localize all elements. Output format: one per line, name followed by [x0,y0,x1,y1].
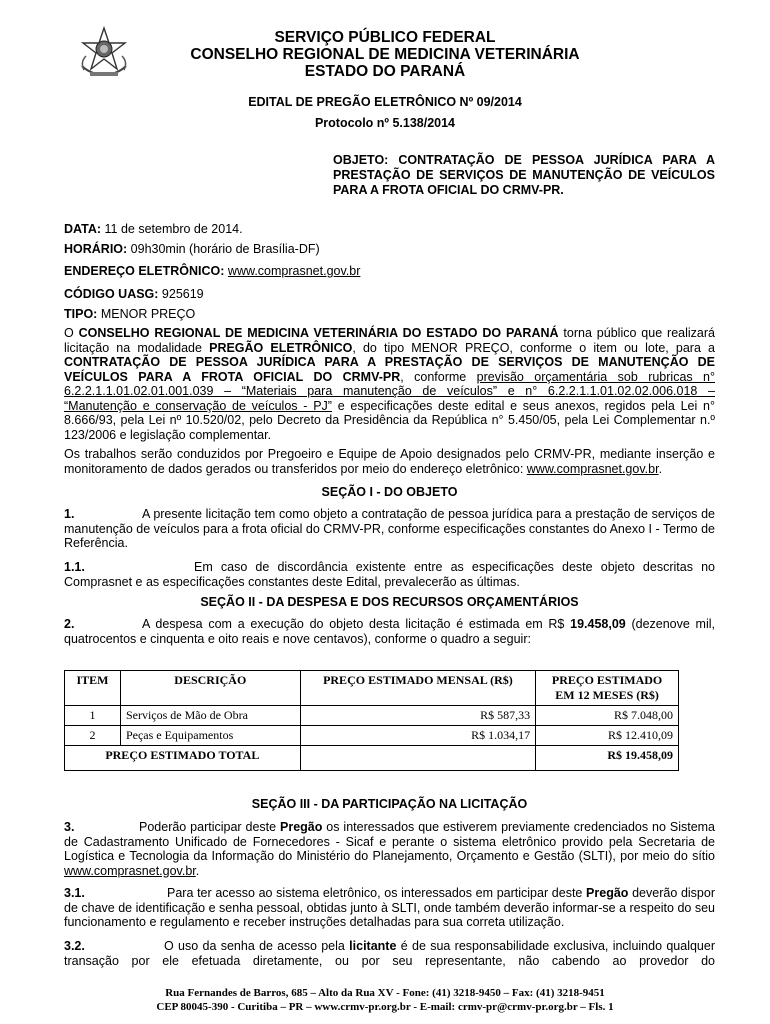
clause-1: 1. A presente licitação tem como objeto a contratação de pessoa jurídica para a prestação de serviços de manutenção de veículos para a frota oficial do CRMV-PR, conforme especificações constantes do Anexo I - Termo de Referência. [64,507,715,550]
clause-3-1: 3.1. Para ter acesso ao sistema eletrônico, os interessados em participar deste Pregão deverão dispor de chave de identificação e senha pessoal, obtidas junto à SLTI, onde também deverão informar-se a respeito do seu funcionamento e regulamento e receber instruções detalhadas para sua correta utilização. [64,886,715,929]
tipo-line: TIPO: MENOR PREÇO [64,307,196,321]
protocolo: Protocolo nº 5.138/2014 [314,116,456,130]
data-line: DATA: 11 de setembro de 2014. [64,222,243,236]
clause-3-2: 3.2. O uso da senha de acesso pela licitante é de sua responsabilidade exclusiva, incluindo qualquer transação por ele efetuada diretamente, ou por seu representante, não cabendo ao provedor do [64,939,715,968]
secao-2-title: SEÇÃO II - DA DESPESA E DOS RECURSOS ORÇAMENTÁRIOS [200,595,579,609]
comprasnet-link-3[interactable]: www.comprasnet.gov.br [64,863,196,878]
header-mensal: PREÇO ESTIMADO MENSAL (R$) [300,671,536,706]
total-value: R$ 19.458,09 [536,746,679,771]
total-label: PREÇO ESTIMADO TOTAL [65,746,301,771]
footer-contact: CEP 80045-390 - Curitiba – PR – www.crmv-pr.org.br - E-mail: crmv-pr@crmv-pr.org.br – Fls. 1 [156,1001,614,1013]
uasg-line: CÓDIGO UASG: 925619 [64,287,204,301]
trabalhos-paragraph: Os trabalhos serão conduzidos por Pregoeiro e Equipe de Apoio designados pelo CRMV-PR, mediante inserção e monitoramento de dados gerados ou transferidos por meio do endereço eletrônico: www.comprasnet.gov.br. [64,447,715,476]
budget-table [64,670,679,771]
endereco-line: ENDEREÇO ELETRÔNICO: www.comprasnet.gov.br [64,264,361,278]
horario-line: HORÁRIO: 09h30min (horário de Brasília-DF) [64,242,320,256]
clause-1-1: 1.1. Em caso de discordância existente entre as especificações deste objeto descritas no Comprasnet e as especificações constantes deste Edital, prevalecerão as últimas. [64,560,715,589]
header-descricao: DESCRIÇÃO [120,671,300,706]
header-line-1: SERVIÇO PÚBLICO FEDERAL [274,29,496,46]
edital-title: EDITAL DE PREGÃO ELETRÔNICO Nº 09/2014 [248,95,522,109]
table-row: 2 Peças e Equipamentos R$ 1.034,17 R$ 12.410,09 [65,726,679,746]
secao-3-title: SEÇÃO III - DA PARTICIPAÇÃO NA LICITAÇÃO [251,797,528,811]
objeto: OBJETO: CONTRATAÇÃO DE PESSOA JURÍDICA PARA A PRESTAÇÃO DE SERVIÇOS DE MANUTENÇÃO DE VEÍCULOS PARA A FROTA OFICIAL DO CRMV-PR. [333,153,715,197]
footer-address: Rua Fernandes de Barros, 685 – Alto da Rua XV - Fone: (41) 3218-9450 – Fax: (41) 3218-9451 [165,987,605,999]
comprasnet-link[interactable]: www.comprasnet.gov.br [227,264,361,278]
clause-2: 2. A despesa com a execução do objeto desta licitação é estimada em R$ 19.458,09 (dezenove mil, quatrocentos e cinquenta e oito reais e nove centavos), conforme o quadro a seguir: [64,617,715,646]
secao-1-title: SEÇÃO I - DO OBJETO [321,485,458,499]
intro-paragraph: O CONSELHO REGIONAL DE MEDICINA VETERINÁRIA DO ESTADO DO PARANÁ torna público que realizará licitação na modalidade PREGÃO ELETRÔNICO, do tipo MENOR PREÇO, conforme o item ou lote, para a CONTRATAÇÃO DE PESSOA JURÍDICA PARA A PRESTAÇÃO DE SERVIÇOS DE MANUTENÇÃO DE VEÍCULOS PARA A FROTA OFICIAL DO CRMV-PR, conforme previsão orçamentária sob rubricas n° 6.2.2.1.1.01.02.01.001.039 – “Materiais para manutenção de veículos” e n° 6.2.2.1.1.01.02.02.006.018 – “Manutenção e conservação de veículos - PJ” e especificações deste edital e seus anexos, regidos pela Lei n° 8.666/93, pela Lei nº 10.520/02, pelo Decreto da Presidência da República n° 5.450/05, pela Lei Complementar n.º 123/2006 e legislação complementar. [64,326,716,442]
header-item: ITEM [65,671,121,706]
clause-3: 3. Poderão participar deste Pregão os interessados que estiverem previamente credenciados no Sistema de Cadastramento Unificado de Fornecedores - Sicaf e perante o sistema eletrônico provido pela Secretaria de Logística e Tecnologia da Informação do Ministério do Planejamento, Orçamento e Gestão (SLTI), por meio do sítio www.comprasnet.gov.br. [64,820,716,878]
table-total-row [65,746,679,771]
header-anual: PREÇO ESTIMADO EM 12 MESES (R$) [536,671,679,706]
header-line-2: CONSELHO REGIONAL DE MEDICINA VETERINÁRIA [190,46,580,63]
header-line-3: ESTADO DO PARANÁ [304,63,466,80]
table-header-row [65,671,679,706]
comprasnet-link-2[interactable]: www.comprasnet.gov.br [526,461,659,476]
brazil-coat-of-arms-icon [76,26,132,78]
table-row: 1 Serviços de Mão de Obra R$ 587,33 R$ 7.048,00 [65,706,679,726]
